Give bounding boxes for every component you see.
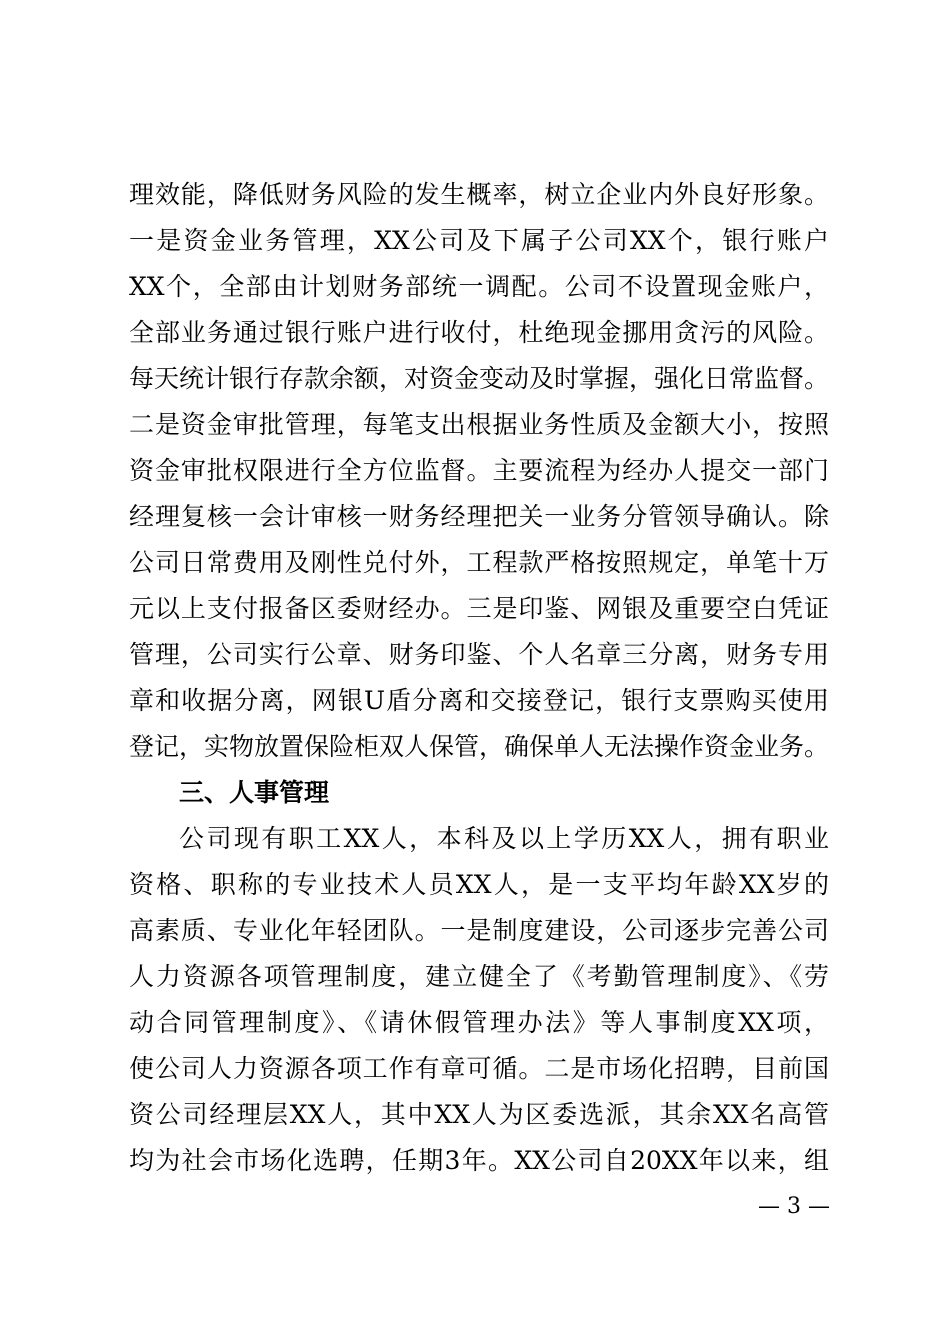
section-heading: 三、人事管理 xyxy=(179,778,330,807)
text-line: 资金审批权限进行全方位监督。主要流程为经办人提交一部门 xyxy=(129,456,829,485)
text-line: 元以上支付报备区委财经办。三是印鉴、网银及重要空白凭证 xyxy=(129,594,829,623)
text-line: 公司现有职工XX人，本科及以上学历XX人，拥有职业 xyxy=(179,824,829,853)
text-line: 一是资金业务管理，XX公司及下属子公司XX个，银行账户 xyxy=(129,226,829,255)
text-line: 公司日常费用及刚性兑付外，工程款严格按照规定，单笔十万 xyxy=(129,548,829,577)
text-line: 章和收据分离，网银U盾分离和交接登记，银行支票购买使用 xyxy=(129,686,829,715)
text-line: 每天统计银行存款余额，对资金变动及时掌握，强化日常监督。 xyxy=(129,364,829,393)
page-number: — 3 — xyxy=(758,1194,830,1219)
body-text xyxy=(129,172,829,1184)
text-line: 理效能，降低财务风险的发生概率，树立企业内外良好形象。 xyxy=(129,180,829,209)
text-line: 登记，实物放置保险柜双人保管，确保单人无法操作资金业务。 xyxy=(129,732,829,761)
text-line: 人力资源各项管理制度，建立健全了《考勤管理制度》、《劳 xyxy=(129,962,829,991)
text-line: 全部业务通过银行账户进行收付，杜绝现金挪用贪污的风险。 xyxy=(129,318,829,347)
text-line: 高素质、专业化年轻团队。一是制度建设，公司逐步完善公司 xyxy=(129,916,829,945)
text-line: 使公司人力资源各项工作有章可循。二是市场化招聘，目前国 xyxy=(129,1054,829,1083)
text-line: 资格、职称的专业技术人员XX人，是一支平均年龄XX岁的 xyxy=(129,870,829,899)
text-line: 均为社会市场化选聘，任期3年。XX公司自20XX年以来，组 xyxy=(129,1146,829,1175)
text-line: XX个，全部由计划财务部统一调配。公司不设置现金账户， xyxy=(129,272,829,301)
text-line: 动合同管理制度》、《请休假管理办法》等人事制度XX项， xyxy=(129,1008,829,1037)
text-line: 二是资金审批管理，每笔支出根据业务性质及金额大小，按照 xyxy=(129,410,829,439)
text-line: 资公司经理层XX人，其中XX人为区委选派，其余XX名高管 xyxy=(129,1100,829,1129)
text-line: 管理，公司实行公章、财务印鉴、个人名章三分离，财务专用 xyxy=(129,640,829,669)
text-line: 经理复核一会计审核一财务经理把关一业务分管领导确认。除 xyxy=(129,502,829,531)
